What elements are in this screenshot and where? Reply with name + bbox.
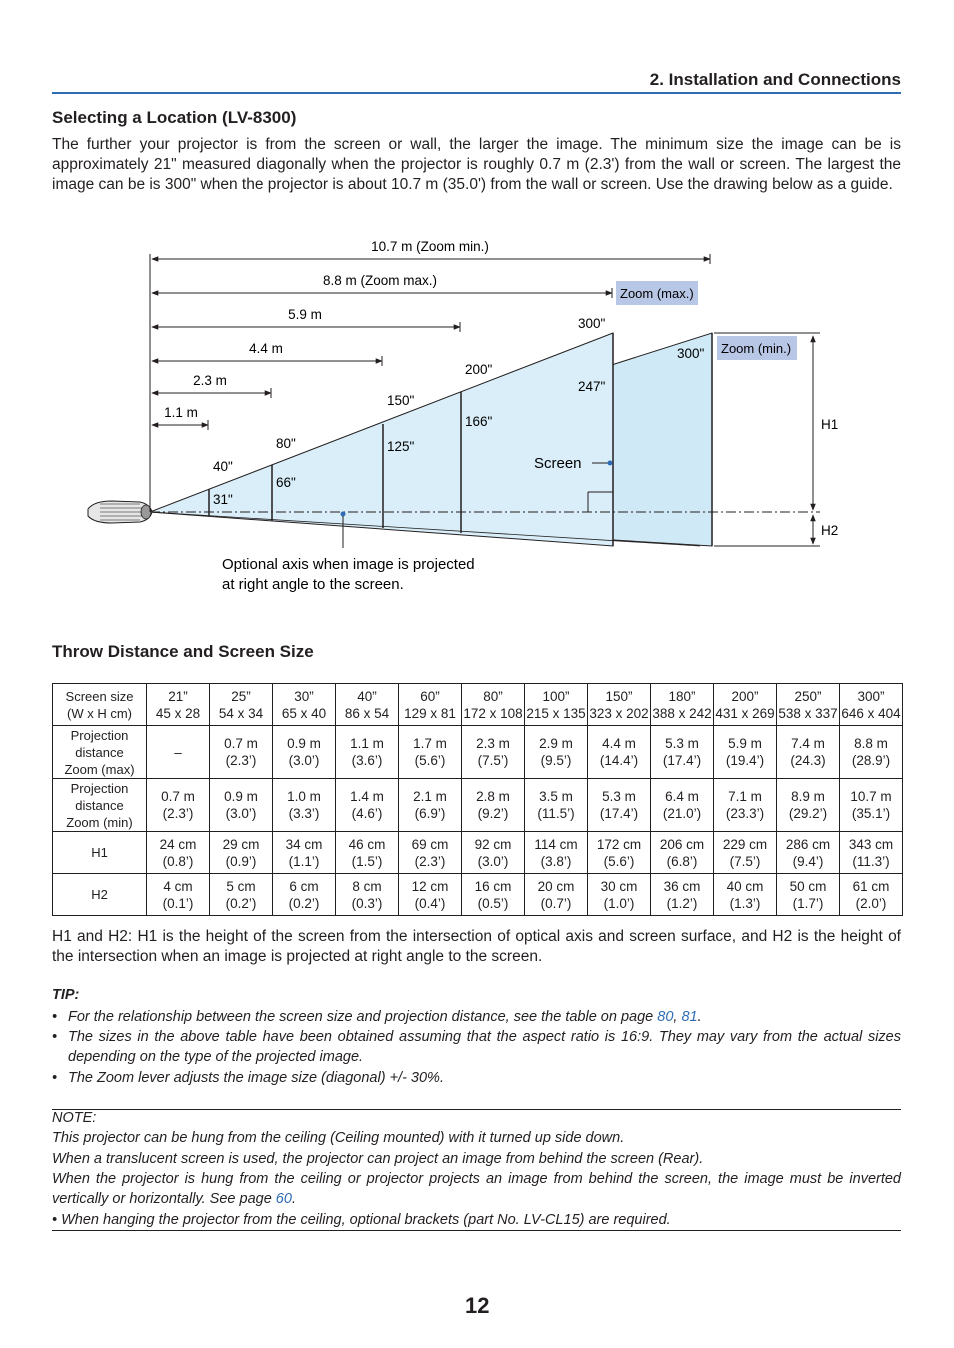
row-header-screen-size: Screen size (W x H cm)	[53, 684, 147, 726]
table-cell: 69 cm (2.3’)	[399, 832, 462, 874]
dist-label-5-9: 5.9 m	[288, 307, 322, 322]
note-line-3: When the projector is hung from the ceiling or projector projects an image from behind the screen, the image must be inverted vertically or horizontally. See page 60.	[52, 1171, 901, 1207]
note-line-1: This projector can be hung from the ceiling (Ceiling mounted) with it turned up side down.	[52, 1130, 625, 1146]
note-label: NOTE:	[52, 1110, 97, 1126]
table-cell: 6.4 m (21.0’)	[651, 779, 714, 832]
table-cell: 60” 129 x 81	[399, 684, 462, 726]
dist-label-2-3: 2.3 m	[193, 373, 227, 388]
table-cell: 286 cm (9.4’)	[777, 832, 840, 874]
table-cell: 1.7 m (5.6’)	[399, 726, 462, 779]
table-cell: 5.3 m (17.4’)	[651, 726, 714, 779]
page-link-80[interactable]: 80	[657, 1009, 674, 1025]
size-31: 31"	[213, 492, 233, 507]
table-cell: 1.1 m (3.6’)	[336, 726, 399, 779]
table-cell: 206 cm (6.8’)	[651, 832, 714, 874]
table-cell: 172 cm (5.6’)	[588, 832, 651, 874]
table-cell: 2.8 m (9.2’)	[462, 779, 525, 832]
row-header-zoom-min: Projection distance Zoom (min)	[53, 779, 147, 832]
note-line-2: When a translucent screen is used, the projector can project an image from behind the screen (Rear).	[52, 1151, 704, 1167]
table-cell: 150” 323 x 202	[588, 684, 651, 726]
table-cell: 36 cm (1.2’)	[651, 874, 714, 916]
screen-label: Screen	[534, 455, 582, 472]
size-150: 150"	[387, 393, 415, 408]
row-header-h1: H1	[53, 832, 147, 874]
table-cell: 0.7 m (2.3’)	[210, 726, 273, 779]
table-cell: 0.9 m (3.0’)	[210, 779, 273, 832]
table-cell: 29 cm (0.9’)	[210, 832, 273, 874]
table-cell: 5.3 m (17.4’)	[588, 779, 651, 832]
table-cell: 40 cm (1.3’)	[714, 874, 777, 916]
table-cell: 6 cm (0.2’)	[273, 874, 336, 916]
size-40: 40"	[213, 459, 233, 474]
table-cell: 2.1 m (6.9’)	[399, 779, 462, 832]
h1-label: H1	[821, 417, 839, 432]
table-cell: 20 cm (0.7’)	[525, 874, 588, 916]
table-cell: 250” 538 x 337	[777, 684, 840, 726]
page-link-81[interactable]: 81	[681, 1009, 698, 1025]
h-dimensions	[714, 333, 820, 546]
tip-bullet-2: • The sizes in the above table have been obtained assuming that the aspect ratio is 16:9. They may vary from the actual sizes depending on the type of the projected image.	[52, 1029, 901, 1065]
projector-icon	[88, 501, 152, 523]
table-cell: 2.9 m (9.5’)	[525, 726, 588, 779]
size-125: 125"	[387, 439, 415, 454]
tip-bullet-1: • For the relationship between the screen size and projection distance, see the table on page 80, 81.	[52, 1009, 702, 1025]
tip-label: TIP:	[52, 987, 80, 1003]
h2-label: H2	[821, 523, 839, 538]
zoom-min-label: Zoom (min.)	[721, 341, 792, 356]
table-cell: 3.5 m (11.5’)	[525, 779, 588, 832]
table-cell: 40” 86 x 54	[336, 684, 399, 726]
table-cell: 10.7 m (35.1’)	[840, 779, 903, 832]
table-cell: 229 cm (7.5’)	[714, 832, 777, 874]
size-247: 247"	[578, 379, 606, 394]
table-row-h1	[53, 832, 903, 874]
table-cell: 5.9 m (19.4’)	[714, 726, 777, 779]
table-cell: 7.1 m (23.3’)	[714, 779, 777, 832]
table-cell: 92 cm (3.0’)	[462, 832, 525, 874]
dist-label-10-7: 10.7 m (Zoom min.)	[371, 239, 489, 254]
table-cell: 25” 54 x 34	[210, 684, 273, 726]
throw-heading: Throw Distance and Screen Size	[52, 642, 314, 661]
table-cell: 16 cm (0.5’)	[462, 874, 525, 916]
dist-label-4-4: 4.4 m	[249, 341, 283, 356]
zoom-max-label: Zoom (max.)	[620, 286, 694, 301]
table-cell: 24 cm (0.8’)	[147, 832, 210, 874]
table-cell: 4 cm (0.1’)	[147, 874, 210, 916]
table-cell: 8 cm (0.3’)	[336, 874, 399, 916]
table-cell: 80” 172 x 108	[462, 684, 525, 726]
axis-caption-line2: at right angle to the screen.	[222, 576, 404, 593]
size-300-max: 300"	[578, 316, 606, 331]
size-300-min: 300"	[677, 346, 705, 361]
table-cell: –	[147, 726, 210, 779]
size-80: 80"	[276, 436, 296, 451]
table-cell: 12 cm (0.4’)	[399, 874, 462, 916]
table-row-zoom-min	[53, 779, 903, 832]
table-cell: 61 cm (2.0’)	[840, 874, 903, 916]
table-cell: 50 cm (1.7’)	[777, 874, 840, 916]
table-cell: 200” 431 x 269	[714, 684, 777, 726]
table-cell: 34 cm (1.1’)	[273, 832, 336, 874]
throw-diagram	[0, 0, 954, 620]
location-heading: Selecting a Location (LV-8300)	[52, 108, 297, 127]
table-cell: 300” 646 x 404	[840, 684, 903, 726]
page-link-60[interactable]: 60	[275, 1191, 292, 1207]
note-top-rule	[52, 1109, 901, 1110]
table-cell: 0.9 m (3.0’)	[273, 726, 336, 779]
table-cell: 46 cm (1.5’)	[336, 832, 399, 874]
table-cell: 2.3 m (7.5’)	[462, 726, 525, 779]
row-header-zoom-max: Projection distance Zoom (max)	[53, 726, 147, 779]
table-row-h2	[53, 874, 903, 916]
note-line-4: • When hanging the projector from the ceiling, optional brackets (part No. LV-CL15) are required.	[52, 1212, 671, 1228]
table-cell: 5 cm (0.2’)	[210, 874, 273, 916]
table-cell: 21” 45 x 28	[147, 684, 210, 726]
table-cell: 30” 65 x 40	[273, 684, 336, 726]
table-cell: 8.9 m (29.2’)	[777, 779, 840, 832]
row-header-h2: H2	[53, 874, 147, 916]
table-cell: 30 cm (1.0’)	[588, 874, 651, 916]
table-cell: 114 cm (3.8’)	[525, 832, 588, 874]
table-cell: 1.4 m (4.6’)	[336, 779, 399, 832]
page-number: 12	[465, 1293, 490, 1318]
table-cell: 7.4 m (24.3)	[777, 726, 840, 779]
dist-label-8-8: 8.8 m (Zoom max.)	[322, 273, 438, 288]
table-cell: 0.7 m (2.3’)	[147, 779, 210, 832]
table-row-zoom-max	[53, 726, 903, 779]
tip-bullet-3: • The Zoom lever adjusts the image size (diagonal) +/- 30%.	[52, 1070, 444, 1086]
table-row-screen-size	[53, 684, 903, 726]
dist-label-1-1: 1.1 m	[164, 405, 198, 420]
h1-h2-note: H1 and H2: H1 is the height of the screen from the intersection of optical axis and screen surface, and H2 is the height of the intersection when an image is projected at right angle to the screen.	[52, 928, 901, 965]
location-body: The further your projector is from the screen or wall, the larger the image. The minimum size the image can be is approximately 21" measured diagonally when the projector is roughly 0.7 m (2.3') from the wall or screen. The largest the image can be is 300" when the projector is about 10.7 m (35.0') from the wall or screen. Use the drawing below as a guide.	[52, 136, 901, 193]
table-cell: 8.8 m (28.9’)	[840, 726, 903, 779]
axis-caption-line1: Optional axis when image is projected	[222, 556, 475, 573]
section-title: 2. Installation and Connections	[649, 70, 901, 89]
note-bottom-rule	[52, 1230, 901, 1231]
throw-table	[52, 683, 903, 916]
table-cell: 180” 388 x 242	[651, 684, 714, 726]
size-200: 200"	[465, 362, 493, 377]
table-cell: 1.0 m (3.3’)	[273, 779, 336, 832]
size-66: 66"	[276, 475, 296, 490]
size-166: 166"	[465, 414, 493, 429]
table-cell: 343 cm (11.3’)	[840, 832, 903, 874]
table-cell: 100” 215 x 135	[525, 684, 588, 726]
table-cell: 4.4 m (14.4’)	[588, 726, 651, 779]
